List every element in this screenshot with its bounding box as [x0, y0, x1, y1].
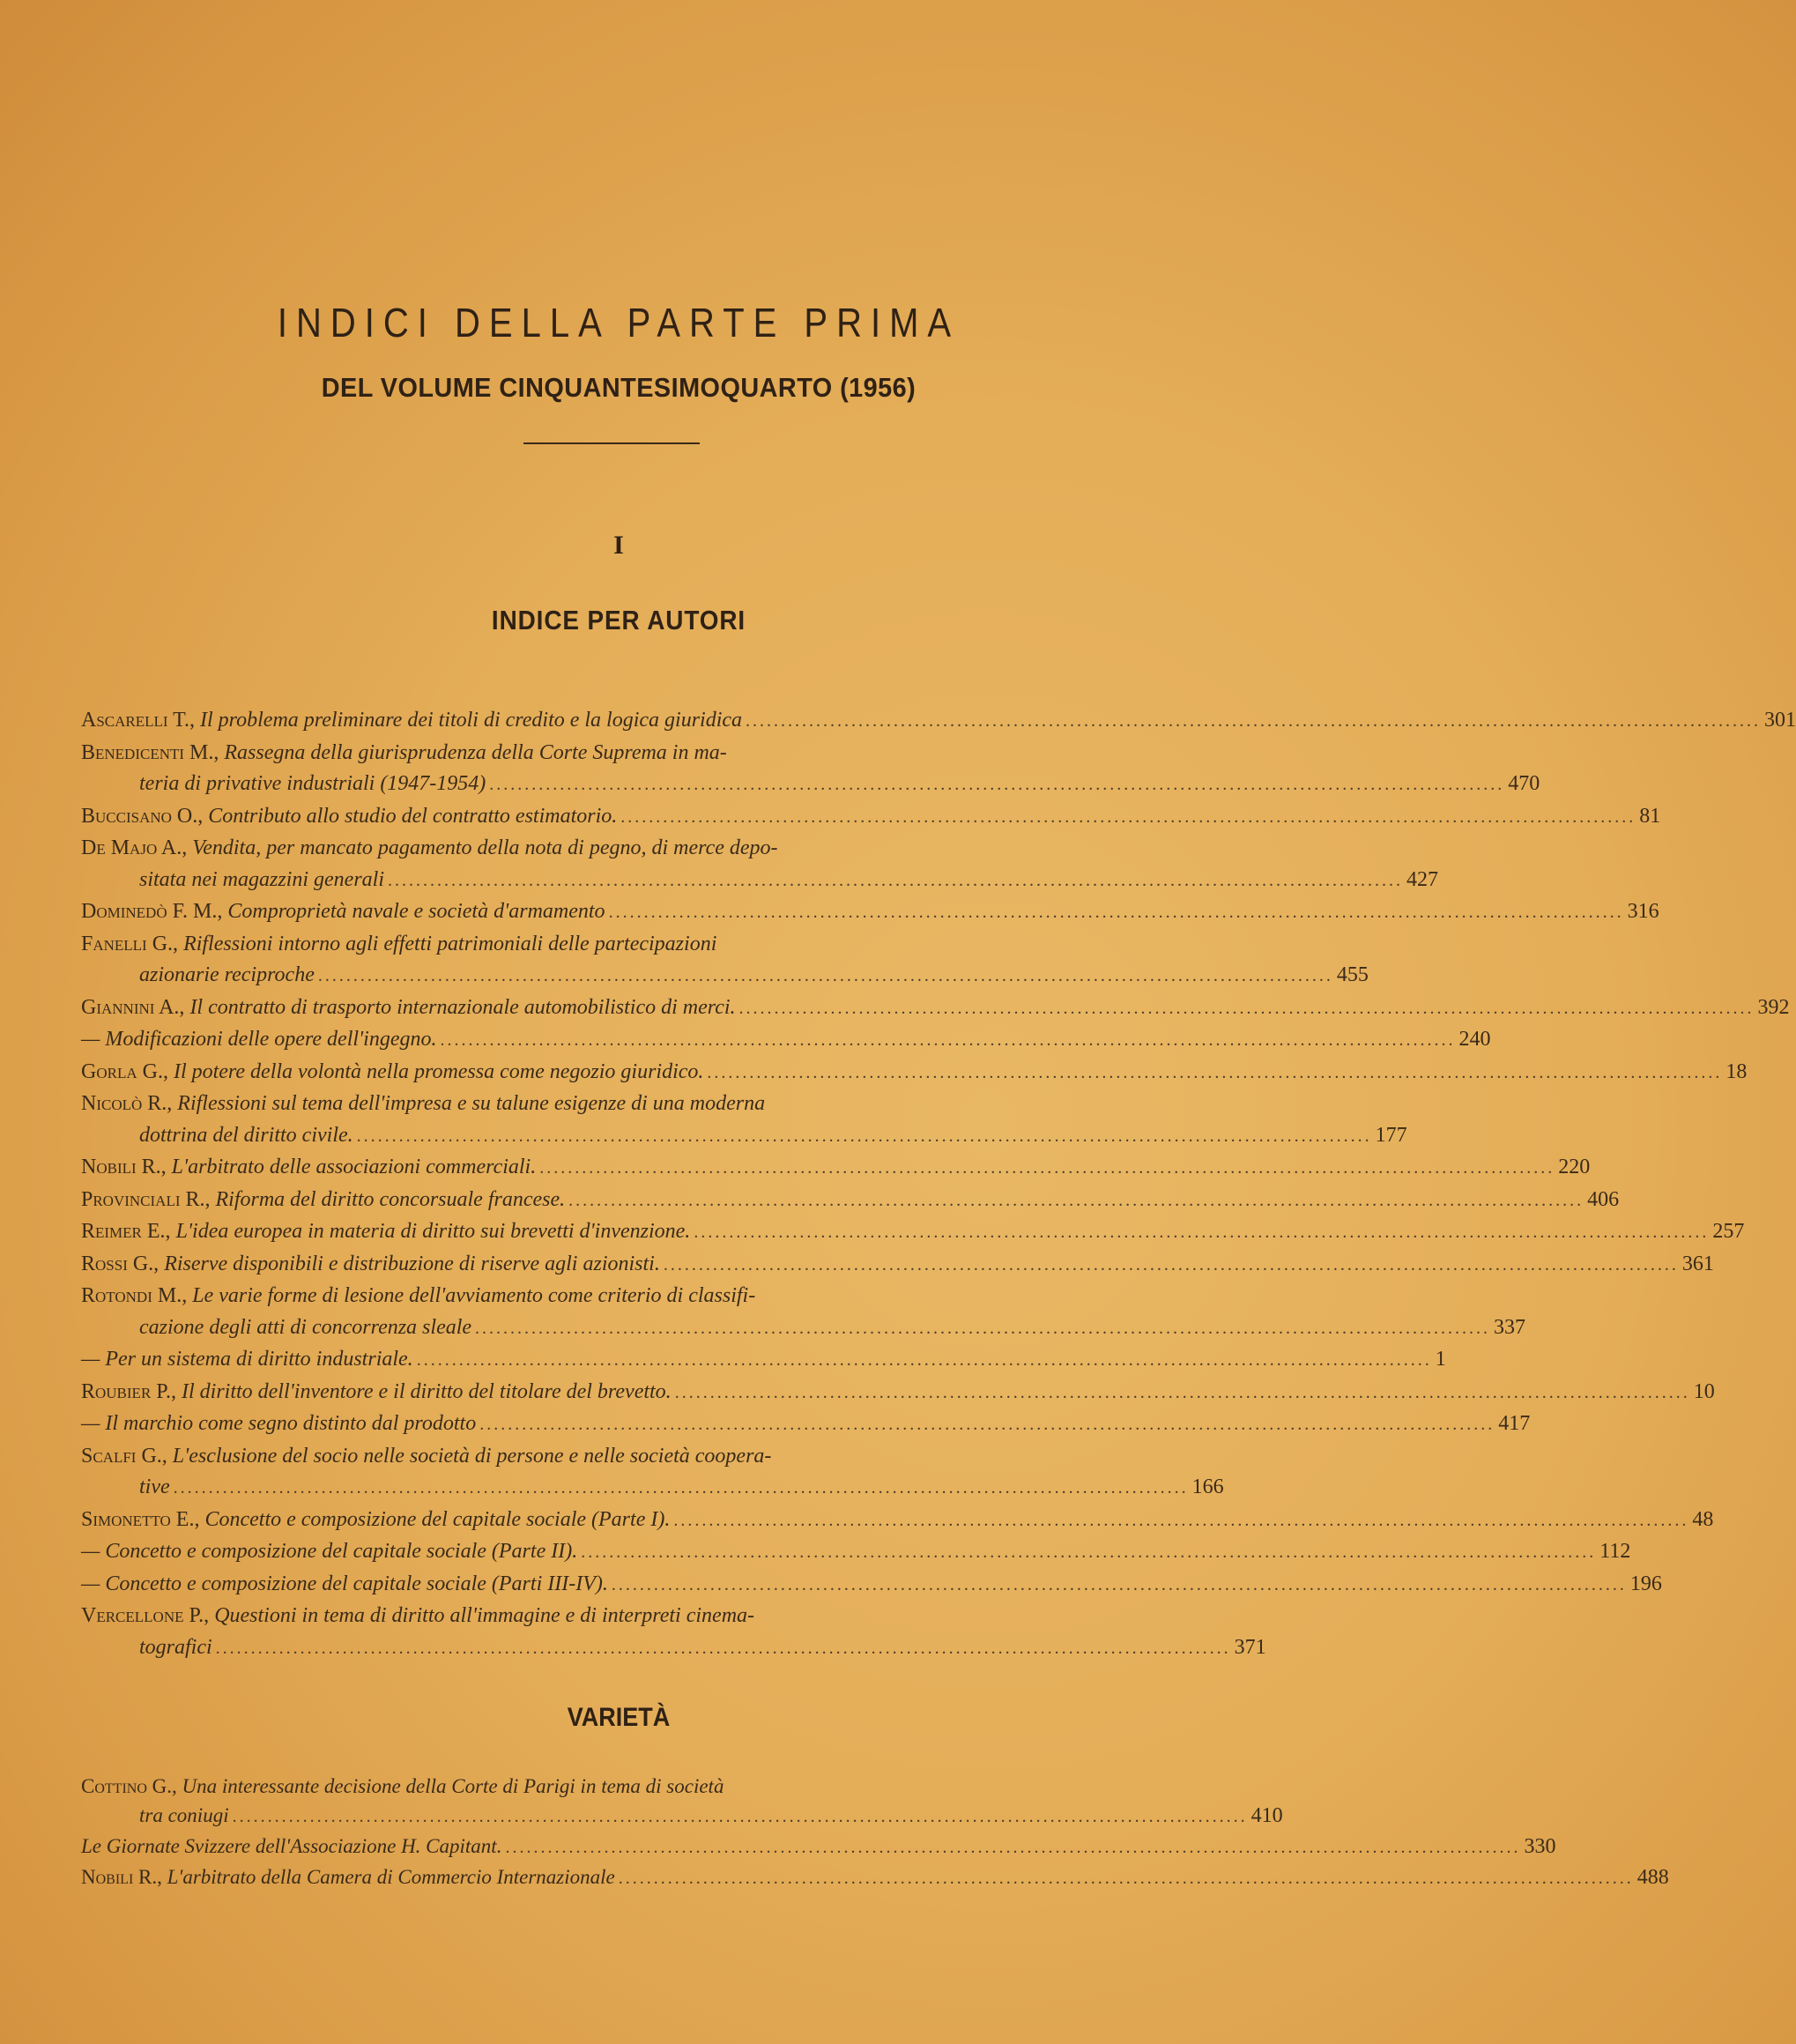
index-entry [81, 1441, 1224, 1505]
author-index-list [81, 705, 1796, 1664]
entry-text [81, 1801, 229, 1830]
index-entry [81, 1216, 1745, 1249]
entry-text [81, 1569, 608, 1601]
entry-page-number: 196 [1629, 1572, 1662, 1595]
entry-title: tive [139, 1475, 170, 1498]
leader-dots: ................................................................................................................................................ [416, 1350, 1432, 1370]
entry-text [81, 992, 736, 1024]
index-entry [81, 1281, 1526, 1344]
entry-page-number: 112 [1599, 1540, 1631, 1563]
entry-line [81, 960, 1369, 992]
leader-dots: ................................................................................................................................................ [673, 1510, 1689, 1530]
index-entry [81, 1024, 1491, 1057]
entry-text [81, 1441, 771, 1473]
entry-title: Riflessioni intorno agli effetti patrimoniali delle partecipazioni [183, 932, 717, 955]
entry-line [81, 1344, 1446, 1377]
entry-page-number: 301 [1764, 709, 1796, 732]
entry-author: Gorla G., [81, 1059, 168, 1083]
entry-text [81, 1377, 672, 1409]
entry-text [81, 1089, 765, 1120]
entry-text [81, 1472, 170, 1504]
entry-page-number: 81 [1639, 804, 1661, 828]
page-subtitle: DEL VOLUME CINQUANTESIMOQUARTO (1956) [321, 372, 917, 403]
index-entry [81, 1152, 1591, 1185]
title-divider [523, 442, 700, 444]
entry-line [81, 1089, 1135, 1120]
entry-text [81, 896, 605, 928]
entry-line [81, 1441, 1135, 1473]
index-entry [81, 705, 1796, 738]
section-title: INDICE PER AUTORI [491, 605, 746, 635]
entry-title: L'arbitrato delle associazioni commerciali. [171, 1156, 537, 1178]
entry-page-number: 240 [1458, 1028, 1491, 1051]
entry-line [81, 1216, 1745, 1249]
section-number: I [613, 531, 624, 560]
entry-title: Comproprietà navale e società d'armamento [227, 900, 605, 923]
entry-line [81, 1152, 1591, 1185]
page-title: INDICI DELLA PARTE PRIMA [277, 301, 961, 346]
index-entry [81, 1089, 1407, 1152]
entry-line [81, 1249, 1714, 1282]
entry-author: Vercellone P., [81, 1604, 210, 1627]
entry-line [81, 1536, 1631, 1569]
entry-title: Il problema preliminare dei titoli di credito e la logica giuridica [200, 709, 743, 732]
entry-author: Nicolò R., [81, 1092, 173, 1115]
leader-dots: ................................................................................................................................................ [746, 711, 1762, 731]
entry-title: Una interessante decisione della Corte di Parigi in tema di società [182, 1775, 724, 1797]
leader-dots: ................................................................................................................................................ [232, 1807, 1248, 1826]
leader-dots: ................................................................................................................................................ [707, 1062, 1723, 1082]
entry-page-number: 361 [1681, 1252, 1714, 1275]
entry-line [81, 769, 1540, 801]
entry-page-number: 371 [1234, 1635, 1266, 1659]
entry-author: Scalfi G., [81, 1444, 167, 1468]
entry-page-number: 316 [1627, 900, 1659, 923]
leader-dots: ................................................................................................................................................ [581, 1542, 1597, 1562]
index-entry [81, 1409, 1531, 1441]
leader-dots: ................................................................................................................................................ [173, 1478, 1189, 1498]
entry-text [81, 1832, 501, 1861]
entry-line [81, 1632, 1266, 1665]
index-entry [81, 1862, 1669, 1893]
entry-text [81, 865, 384, 896]
entry-title: Vendita, per mancato pagamento della nota di pegno, di merce depo- [192, 836, 778, 859]
entry-title: Riforma del diritto concorsuale francese. [215, 1187, 566, 1211]
entry-author: Dominedò F. M., [81, 900, 223, 923]
entry-title: tografici [139, 1635, 212, 1659]
entry-text [81, 1152, 536, 1184]
entry-title: azionarie reciproche [139, 963, 315, 986]
entry-page-number: 48 [1692, 1507, 1714, 1531]
leader-dots: ................................................................................................................................................ [489, 775, 1505, 794]
entry-title: L'arbitrato della Camera di Commercio Internazionale [167, 1866, 615, 1888]
entry-author: Rossi G., [81, 1252, 160, 1275]
entry-title: cazione degli atti di concorrenza sleale [139, 1315, 472, 1339]
entry-author: Benedicenti M., [81, 740, 219, 764]
leader-dots: ................................................................................................................................................ [663, 1254, 1679, 1275]
entry-title: Le Giornate Svizzere dell'Associazione H. Capitant. [81, 1835, 502, 1857]
entry-text [81, 833, 778, 865]
index-entry [81, 1377, 1715, 1409]
entry-text [81, 1024, 437, 1056]
entry-page-number: 417 [1498, 1412, 1531, 1435]
entry-text [81, 1409, 476, 1440]
entry-line [81, 1024, 1491, 1057]
entry-line [81, 929, 1135, 961]
entry-page-number: 177 [1375, 1123, 1407, 1147]
entry-line [81, 738, 1135, 769]
entry-line [81, 1409, 1531, 1441]
index-entry [81, 1344, 1446, 1377]
entry-page-number: 470 [1508, 772, 1540, 795]
entry-title: sitata nei magazzini generali [139, 867, 384, 891]
entry-line [81, 1472, 1224, 1505]
entry-line [81, 1772, 1135, 1801]
entry-author: Nobili R., [81, 1866, 162, 1888]
entry-page-number: 488 [1636, 1866, 1669, 1889]
entry-author: Simonetto E., [81, 1507, 200, 1531]
entry-text [81, 1601, 754, 1632]
entry-page-number: 1 [1435, 1348, 1446, 1371]
entry-page-number: 330 [1524, 1835, 1556, 1858]
index-entry [81, 992, 1790, 1025]
entry-page-number: 10 [1693, 1379, 1715, 1403]
leader-dots: ................................................................................................................................................ [215, 1638, 1231, 1658]
leader-dots: ................................................................................................................................................ [738, 998, 1755, 1018]
entry-title: — Il marchio come segno distinto dal prodotto [81, 1412, 477, 1435]
entry-title: Il contratto di trasporto internazionale automobilistico di merci. [189, 995, 736, 1019]
entry-line [81, 833, 1135, 865]
entry-title: Concetto e composizione del capitale sociale (Parte I). [204, 1507, 671, 1531]
entry-text [81, 1249, 660, 1281]
leader-dots: ................................................................................................................................................ [356, 1126, 1372, 1146]
entry-line [81, 801, 1661, 834]
entry-line [81, 1312, 1526, 1345]
entry-title: L'esclusione del socio nelle società di persone e nelle società coopera- [172, 1444, 772, 1468]
index-entry [81, 896, 1659, 929]
varieta-title: VARIETÀ [567, 1703, 671, 1732]
entry-page-number: 406 [1587, 1187, 1620, 1211]
entry-page-number: 410 [1251, 1804, 1283, 1827]
entry-line [81, 896, 1659, 929]
entry-line [81, 992, 1790, 1025]
entry-page-number: 257 [1712, 1220, 1745, 1243]
entry-title: Riserve disponibili e distribuzione di riserve agli azionisti. [164, 1252, 660, 1275]
entry-text [81, 1185, 565, 1216]
entry-title: Contributo allo studio del contratto estimatorio. [208, 804, 618, 828]
entry-author: De Majo A., [81, 836, 188, 859]
leader-dots: ................................................................................................................................................ [440, 1030, 1456, 1050]
entry-title: Il diritto dell'inventore e il diritto del titolare del brevetto. [181, 1379, 672, 1403]
entry-text [81, 738, 727, 769]
entry-text [81, 1057, 703, 1089]
entry-author: Giannini A., [81, 995, 185, 1019]
entry-line [81, 1120, 1407, 1153]
entry-title: Riflessioni sul tema dell'impresa e su talune esigenze di una moderna [177, 1092, 766, 1115]
entry-title: Il potere della volontà nella promessa come negozio giuridico. [173, 1059, 704, 1083]
leader-dots: ................................................................................................................................................ [611, 1574, 1627, 1594]
leader-dots: ................................................................................................................................................ [505, 1838, 1521, 1857]
entry-line [81, 1569, 1662, 1602]
entry-line [81, 865, 1438, 897]
leader-dots: ................................................................................................................................................ [674, 1382, 1690, 1402]
entry-line [81, 1185, 1620, 1217]
leader-dots: ................................................................................................................................................ [539, 1158, 1555, 1178]
entry-line [81, 1505, 1714, 1537]
leader-dots: ................................................................................................................................................ [620, 806, 1636, 827]
entry-title: tra coniugi [139, 1804, 229, 1826]
entry-page-number: 427 [1406, 867, 1438, 891]
entry-text [81, 1536, 577, 1568]
entry-title: Questioni in tema di diritto all'immagine e di interpreti cinema- [214, 1604, 755, 1627]
entry-text [81, 1505, 670, 1536]
entry-author: Provinciali R., [81, 1187, 211, 1211]
index-entry [81, 738, 1540, 801]
entry-title: dottrina del diritto civile. [139, 1123, 353, 1147]
entry-text [81, 1862, 615, 1892]
entry-page-number: 18 [1725, 1059, 1748, 1083]
entry-title: L'idea europea in materia di diritto sui brevetti d'invenzione. [175, 1220, 691, 1243]
entry-author: Roubier P., [81, 1379, 176, 1403]
entry-text [81, 801, 617, 833]
entry-text [81, 1281, 755, 1312]
entry-line [81, 1862, 1669, 1893]
entry-line [81, 705, 1796, 738]
entry-text [81, 769, 486, 800]
entry-line [81, 1281, 1135, 1312]
entry-author: Cottino G., [81, 1775, 177, 1797]
entry-text [81, 1632, 212, 1664]
entry-author: Rotondi M., [81, 1284, 188, 1307]
entry-line [81, 1832, 1556, 1862]
entry-title: — Concetto e composizione del capitale sociale (Parte II). [81, 1540, 578, 1563]
entry-line [81, 1601, 1135, 1632]
entry-page-number: 455 [1336, 963, 1369, 986]
leader-dots: ................................................................................................................................................ [388, 870, 1403, 890]
entry-page-number: 166 [1191, 1475, 1224, 1498]
entry-title: Le varie forme di lesione dell'avviamento come criterio di classifi- [192, 1284, 756, 1307]
leader-dots: ................................................................................................................................................ [608, 903, 1624, 922]
index-entry [81, 1505, 1714, 1537]
index-entry [81, 1536, 1631, 1569]
entry-text [81, 1312, 471, 1344]
leader-dots: ................................................................................................................................................ [317, 966, 1333, 985]
entry-text [81, 705, 742, 737]
varieta-list [81, 1772, 1669, 1893]
entry-title: — Per un sistema di diritto industriale. [81, 1348, 413, 1371]
leader-dots: ................................................................................................................................................ [618, 1869, 1634, 1888]
index-entry [81, 1772, 1283, 1832]
index-entry [81, 801, 1661, 834]
index-entry [81, 833, 1438, 896]
index-entry [81, 1832, 1556, 1862]
entry-text [81, 929, 716, 961]
entry-title: Rassegna della giurisprudenza della Corte Suprema in ma- [224, 740, 727, 764]
entry-text [81, 1772, 724, 1801]
entry-author: Fanelli G., [81, 932, 179, 955]
entry-title: — Concetto e composizione del capitale sociale (Parti III-IV). [81, 1572, 608, 1595]
entry-line [81, 1377, 1715, 1409]
entry-author: Ascarelli T., [81, 709, 196, 732]
leader-dots: ................................................................................................................................................ [568, 1190, 1584, 1210]
index-entry [81, 1185, 1620, 1217]
leader-dots: ................................................................................................................................................ [475, 1318, 1491, 1338]
entry-text [81, 1344, 413, 1376]
index-entry [81, 1057, 1748, 1089]
entry-page-number: 220 [1558, 1156, 1591, 1178]
leader-dots: ................................................................................................................................................ [694, 1223, 1710, 1242]
entry-line [81, 1801, 1283, 1832]
entry-text [81, 1216, 690, 1248]
entry-title: teria di privative industriali (1947-1954) [139, 772, 486, 795]
entry-line [81, 1057, 1748, 1089]
entry-page-number: 337 [1494, 1315, 1526, 1339]
entry-author: Nobili R., [81, 1156, 167, 1178]
entry-author: Buccisano O., [81, 804, 204, 828]
entry-author: Reimer E., [81, 1220, 171, 1243]
index-entry [81, 1569, 1662, 1602]
entry-text [81, 1120, 353, 1152]
index-entry [81, 1601, 1266, 1664]
entry-title: — Modificazioni delle opere dell'ingegno. [81, 1028, 437, 1051]
entry-page-number: 392 [1757, 995, 1790, 1019]
index-entry [81, 929, 1369, 992]
index-entry [81, 1249, 1714, 1282]
entry-text [81, 960, 315, 992]
leader-dots: ................................................................................................................................................ [479, 1415, 1495, 1434]
